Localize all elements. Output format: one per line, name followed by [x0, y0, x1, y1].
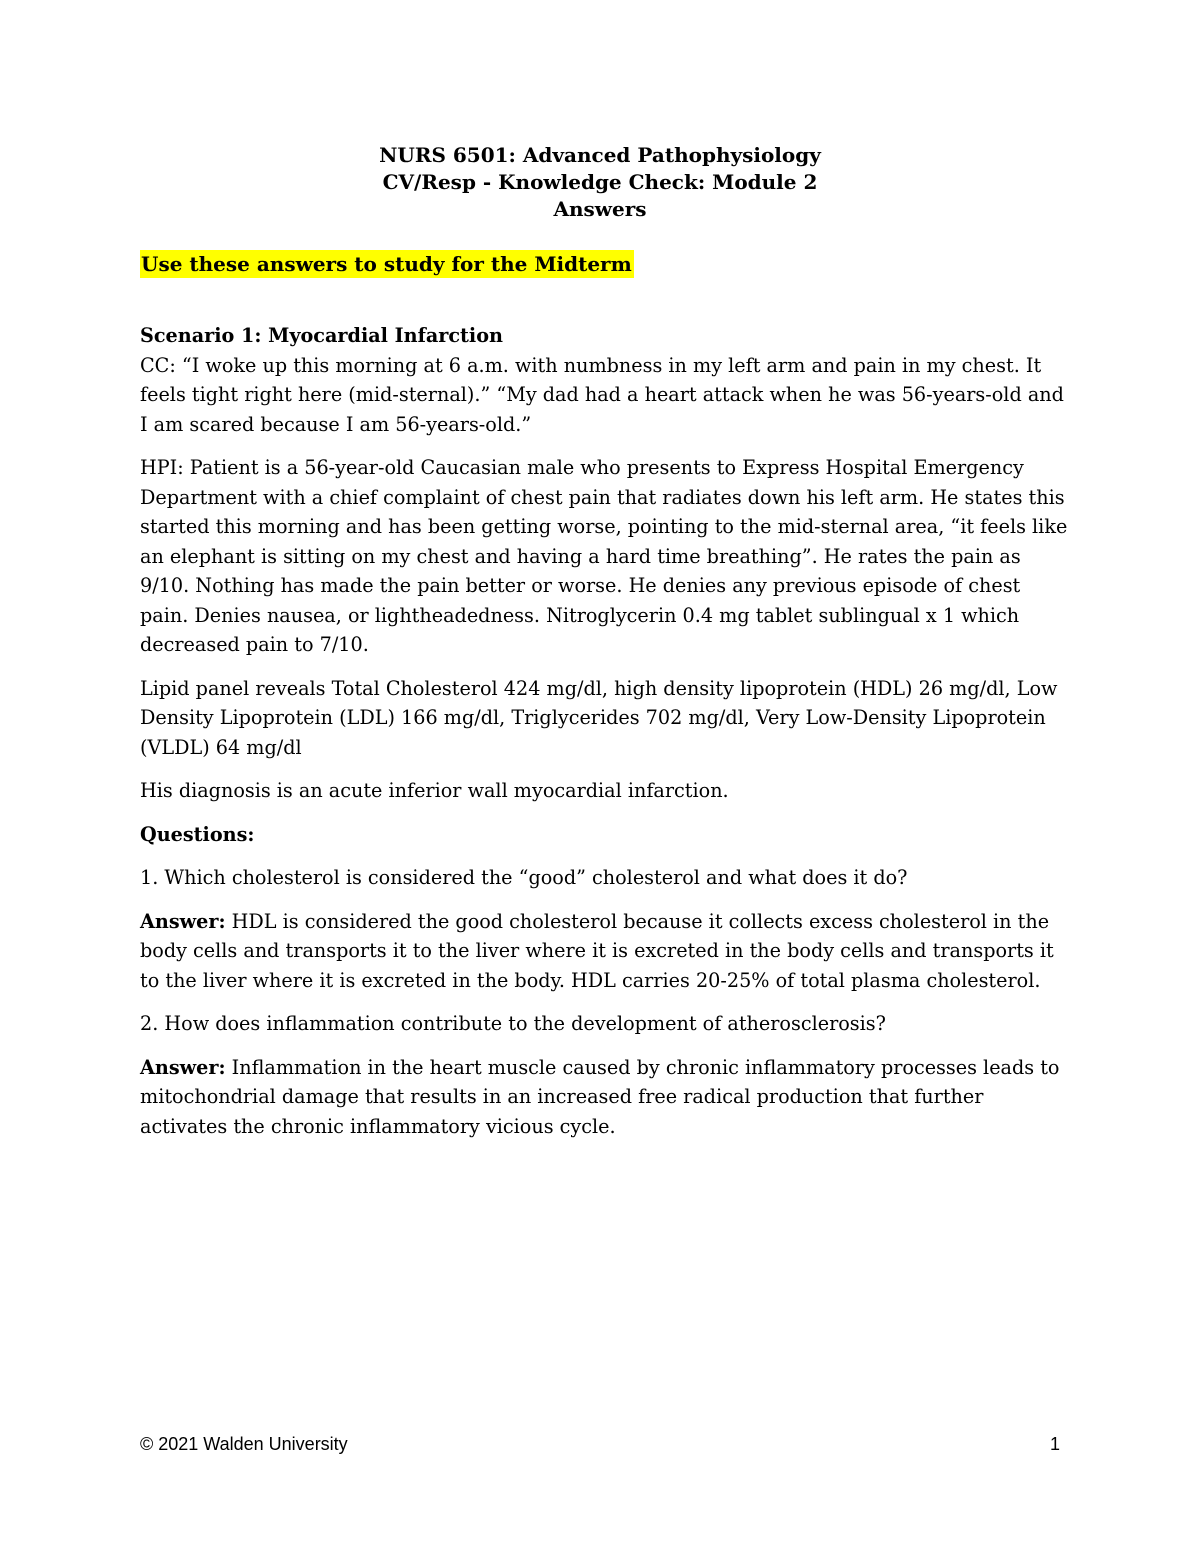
- answer-1-text: HDL is considered the good cholesterol because it collects excess cholesterol in the body cells and transports it to the liver where it is excreted in the body cells and transports it to the liver where it is excreted in the body. HDL carries 20-25% of total plasma cholesterol.: [140, 909, 1054, 992]
- scenario-heading: Scenario 1: Myocardial Infarction: [140, 324, 503, 347]
- diagnosis: His diagnosis is an acute inferior wall myocardial infarction.: [140, 779, 729, 802]
- document-body: [140, 321, 1070, 1155]
- copyright-notice: © 2021 Walden University: [140, 1434, 348, 1454]
- questions-heading: Questions:: [140, 822, 255, 846]
- answer-2: [140, 1053, 1070, 1142]
- course-title: NURS 6501: Advanced Pathophysiology: [379, 143, 821, 167]
- history-present-illness: HPI: Patient is a 56-year-old Caucasian male who presents to Express Hospital Emergency Department with a chief complaint of chest pain that radiates down his left arm. He states this started this morning and has been getting worse, pointing to the mid-sternal area, “it feels like an elephant is sitting on my chest and having a hard time breathing”. He rates the pain as 9/10. Nothing has made the pain better or worse. He denies any previous episode of chest pain. Denies nausea, or lightheadedness. Nitroglycerin 0.4 mg tablet sublingual x 1 which decreased pain to 7/10.: [140, 456, 1068, 656]
- study-notice: [140, 250, 634, 278]
- title-block: [0, 142, 1200, 223]
- answer-2-text: Inflammation in the heart muscle caused by chronic inflammatory processes leads to mitochondrial damage that results in an increased free radical production that further activates the chronic inflammatory vicious cycle.: [140, 1055, 1060, 1138]
- document-subtitle: CV/Resp - Knowledge Check: Module 2: [382, 170, 818, 194]
- document-type: Answers: [553, 197, 647, 221]
- study-notice-text: Use these answers to study for the Midterm: [141, 252, 632, 276]
- question-2: 2. How does inflammation contribute to the development of atherosclerosis?: [140, 1012, 886, 1035]
- page-number: 1: [1049, 1434, 1060, 1454]
- answer-label: Answer:: [140, 1055, 226, 1079]
- lipid-panel: Lipid panel reveals Total Cholesterol 424 mg/dl, high density lipoprotein (HDL) 26 mg/dl, Low Density Lipoprotein (LDL) 166 mg/dl, Triglycerides 702 mg/dl, Very Low-Density Lipoprotein (VLDL) 64 mg/dl: [140, 676, 1058, 759]
- question-1: 1. Which cholesterol is considered the “good” cholesterol and what does it do?: [140, 866, 908, 889]
- answer-label: Answer:: [140, 909, 226, 933]
- answer-1: [140, 907, 1070, 996]
- chief-complaint: CC: “I woke up this morning at 6 a.m. with numbness in my left arm and pain in my chest. It feels tight right here (mid-sternal).” “My dad had a heart attack when he was 56-years-old and I am scared because I am 56-years-old.”: [140, 353, 1064, 436]
